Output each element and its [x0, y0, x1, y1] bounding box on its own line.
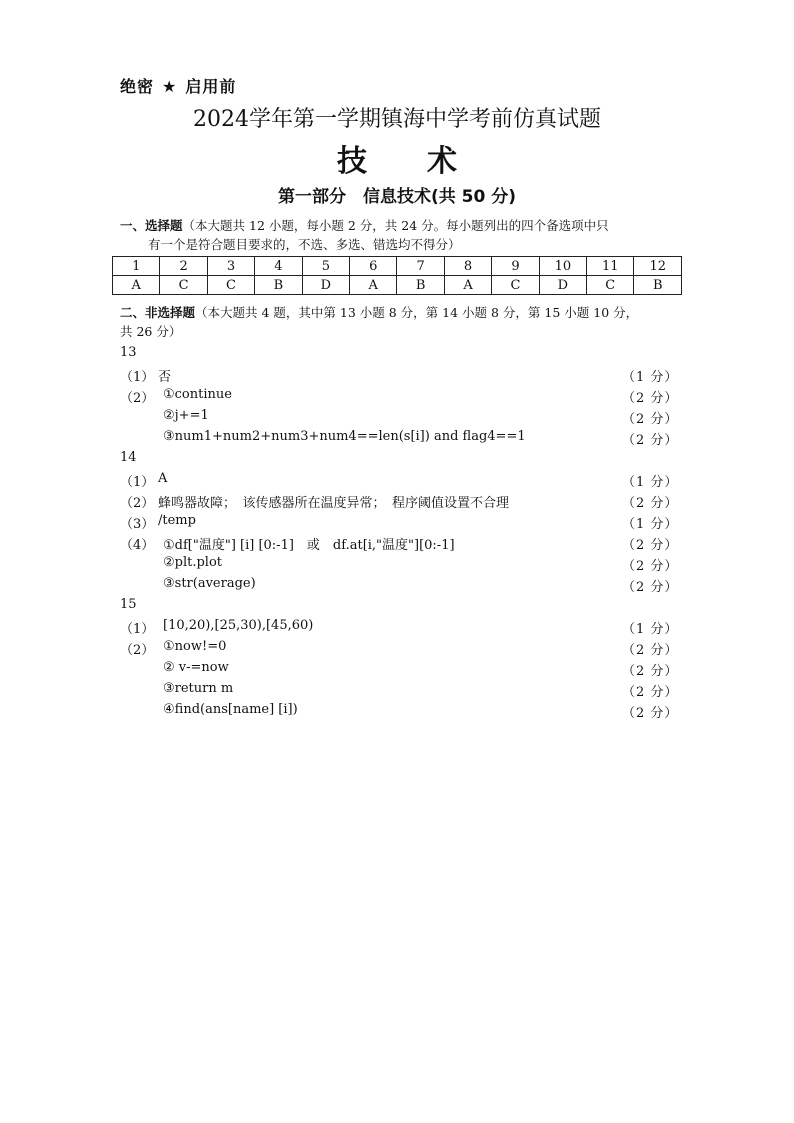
answer-cell: A	[350, 276, 397, 295]
question-number-cell: 6	[350, 257, 397, 276]
secret-text: 绝密	[120, 77, 155, 96]
section2-desc-2: 共 26 分）	[120, 324, 182, 339]
q13-part2-label: （2）	[120, 391, 155, 406]
q15-part2-score-2: （2 分）	[622, 664, 679, 679]
section2-desc-1: （本大题共 4 题，其中第 13 小题 8 分，第 14 小题 8 分，第 15 小题 10 分，	[195, 305, 639, 320]
q15-part2-answer-2: ② v-=now	[163, 660, 229, 675]
answer-cell: B	[634, 276, 682, 295]
q15-part2-answer-1: ①now!=0	[163, 639, 227, 654]
secret-status: 启用前	[185, 77, 237, 96]
q14-part1-label: （1）	[120, 475, 155, 490]
q15-part2-score-1: （2 分）	[622, 643, 679, 658]
q14-part1-score: （1 分）	[622, 475, 679, 490]
confidential-label	[120, 74, 236, 97]
question-number-cell: 11	[587, 257, 634, 276]
subject-char-1: 技	[337, 144, 367, 179]
q14-part4-label: （4）	[120, 538, 155, 553]
q14-number: 14	[120, 450, 137, 465]
q14-part3-score: （1 分）	[622, 517, 679, 532]
q13-part2-score-3: （2 分）	[622, 433, 679, 448]
answer-table	[112, 256, 682, 295]
q15-part2-answer-4: ④find(ans[name] [i])	[163, 702, 298, 717]
q14-part1-answer: A	[158, 471, 168, 486]
q14-part3-answer: /temp	[158, 513, 196, 528]
question-number-cell: 3	[207, 257, 254, 276]
question-number-cell: 5	[302, 257, 349, 276]
answer-cell: C	[492, 276, 539, 295]
question-number-cell: 4	[255, 257, 302, 276]
q14-part4-answer-2: ②plt.plot	[163, 555, 223, 570]
question-number-cell: 12	[634, 257, 682, 276]
section1-desc-1: （本大题共 12 小题，每小题 2 分，共 24 分。每小题列出的四个备选项中只	[182, 218, 609, 233]
subject-title	[0, 136, 794, 180]
q15-number: 15	[120, 597, 137, 612]
answer-cell: C	[587, 276, 634, 295]
q14-part4-score-3: （2 分）	[622, 580, 679, 595]
answer-cell: B	[255, 276, 302, 295]
q13-part1-score: （1 分）	[622, 370, 679, 385]
q15-part2-label: （2）	[120, 643, 155, 658]
q15-part1-score: （1 分）	[622, 622, 679, 637]
answer-cell: B	[397, 276, 444, 295]
q15-part2-score-3: （2 分）	[622, 685, 679, 700]
q14-part4-score-2: （2 分）	[622, 559, 679, 574]
q13-part2-answer-2: ②j+=1	[163, 408, 209, 423]
q14-part2-score: （2 分）	[622, 496, 679, 511]
subject-char-2: 术	[427, 144, 457, 179]
q14-part4-answer-3: ③str(average)	[163, 576, 256, 591]
answer-cell: D	[302, 276, 349, 295]
question-number-cell: 10	[539, 257, 586, 276]
q15-part1-answer: [10,20),[25,30),[45,60)	[163, 618, 314, 633]
answer-cell: C	[207, 276, 254, 295]
q13-part2-answer-1: ①continue	[163, 387, 232, 402]
q14-part4-answer-1: ①df["温度"] [i] [0:-1] 或 df.at[i,"温度"][0:-1]	[163, 538, 455, 553]
question-number-cell: 1	[113, 257, 160, 276]
question-number-cell: 7	[397, 257, 444, 276]
q13-part2-answer-3: ③num1+num2+num3+num4==len(s[i]) and flag4==1	[163, 429, 526, 444]
part-heading: 第一部分 信息技术(共 50 分)	[277, 187, 517, 207]
star-icon: ★	[162, 77, 178, 96]
q14-part4-score-1: （2 分）	[622, 538, 679, 553]
question-number-row	[113, 257, 682, 276]
answer-cell: A	[444, 276, 491, 295]
q13-part2-score-1: （2 分）	[622, 391, 679, 406]
q13-number: 13	[120, 345, 137, 360]
section1-heading	[120, 216, 680, 254]
q13-part2-score-2: （2 分）	[622, 412, 679, 427]
question-number-cell: 9	[492, 257, 539, 276]
q14-part2-label: （2）	[120, 496, 155, 511]
answer-cell: C	[160, 276, 207, 295]
section2-heading	[120, 303, 680, 341]
answer-row	[113, 276, 682, 295]
section1-desc-2: 有一个是符合题目要求的，不选、多选、错选均不得分）	[148, 237, 461, 252]
section2-title: 二、非选择题	[120, 305, 196, 320]
question-number-cell: 8	[444, 257, 491, 276]
q14-part3-label: （3）	[120, 517, 155, 532]
exam-title: 2024学年第一学期镇海中学考前仿真试题	[193, 107, 601, 132]
q15-part2-score-4: （2 分）	[622, 706, 679, 721]
q15-part1-label: （1）	[120, 622, 155, 637]
question-number-cell: 2	[160, 257, 207, 276]
q13-part1-label: （1）	[120, 370, 155, 385]
q14-part2-answer: 蜂鸣器故障； 该传感器所在温度异常； 程序阈值设置不合理	[158, 496, 510, 511]
answer-cell: D	[539, 276, 586, 295]
section1-title: 一、选择题	[120, 218, 183, 233]
answer-cell: A	[113, 276, 160, 295]
q13-part1-answer: 否	[158, 370, 172, 385]
q15-part2-answer-3: ③return m	[163, 681, 234, 696]
